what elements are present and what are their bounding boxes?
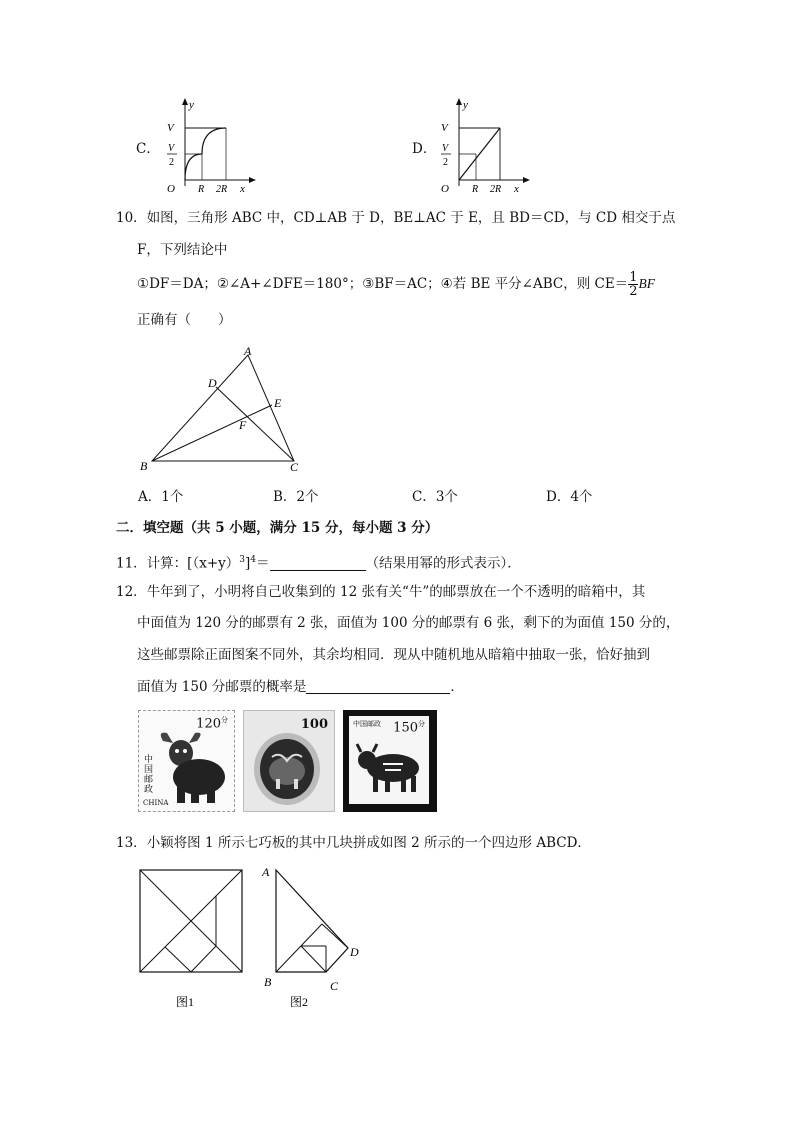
q10-option-d: D．4个 bbox=[546, 489, 593, 505]
stamp-100-value: 100 bbox=[300, 717, 328, 732]
c-v-label: V bbox=[167, 122, 174, 134]
q10-frac-den: 2 bbox=[629, 284, 638, 299]
stamp-150-value: $150^分$ bbox=[393, 720, 425, 736]
q10-stem-line2: F，下列结论中 bbox=[137, 242, 228, 258]
fig2-label-D: D bbox=[350, 945, 359, 959]
c-vhalf-den: 2 bbox=[169, 157, 174, 168]
c-tick-r: R bbox=[198, 184, 205, 195]
q11-bracket: ] bbox=[245, 555, 251, 572]
ox-oval-illustration bbox=[250, 727, 324, 807]
q13-number: 13． bbox=[116, 835, 147, 851]
q11-answer-blank[interactable] bbox=[270, 554, 366, 571]
ox-papercut-illustration bbox=[353, 738, 427, 798]
q10-number: 10． bbox=[116, 210, 147, 226]
q11-note: （结果用幂的形式表示）． bbox=[365, 555, 521, 572]
q11-expr: 计算：[（x+y） bbox=[146, 555, 240, 572]
q12-line3: 这些邮票除正面图案不同外，其余均相同．现从中随机地从暗箱中抽取一张，恰好抽到 bbox=[137, 647, 650, 663]
option-d-label: D． bbox=[412, 141, 437, 157]
q12-line4-end: ． bbox=[450, 679, 464, 695]
q10-triangle-figure bbox=[138, 343, 306, 473]
fig2-caption: 图2 bbox=[290, 995, 309, 1009]
c-tick-2r: 2R bbox=[216, 184, 228, 195]
q10-conclusions-end: BF bbox=[638, 276, 655, 291]
label-D: D bbox=[208, 376, 217, 390]
ox-illustration bbox=[153, 727, 229, 807]
label-E: E bbox=[274, 396, 282, 410]
q10-conclusions-text: ①DF＝DA；②∠A+∠DFE＝180°；③BF＝AC；④若 BE 平分∠ABC，则 CE＝ bbox=[137, 276, 629, 292]
q12-answer-blank[interactable] bbox=[306, 677, 450, 694]
q12-line1 bbox=[116, 582, 645, 602]
fig2-label-A: A bbox=[262, 865, 270, 879]
q10-stem-line1 bbox=[116, 208, 675, 228]
q10-frac-num: 1 bbox=[629, 270, 638, 285]
q10-option-a: A．1个 bbox=[138, 489, 184, 505]
q10-question: 正确有（ ） bbox=[137, 312, 232, 328]
q13-text: 小颖将图 1 所示七巧板的其中几块拼成如图 2 所示的一个四边形 ABCD． bbox=[146, 835, 591, 851]
label-F: F bbox=[239, 418, 247, 432]
fig1-caption: 图1 bbox=[176, 995, 195, 1009]
label-B: B bbox=[140, 459, 148, 473]
q11-exp1: 3 bbox=[239, 555, 245, 565]
stamp-120-country: 中国邮政 bbox=[144, 755, 154, 795]
q11-eq: ＝ bbox=[256, 555, 270, 572]
q11 bbox=[116, 550, 521, 574]
stamp-120-latin: CHINA bbox=[143, 799, 169, 807]
q12-line1-text: 牛年到了，小明将自己收集到的 12 张有关“牛”的邮票放在一个不透明的暗箱中，其 bbox=[146, 584, 646, 600]
q12-line2: 中面值为 120 分的邮票有 2 张，面值为 100 分的邮票有 6 张，剩下的为面值 150 分的， bbox=[137, 615, 680, 631]
d-v-label: V bbox=[441, 122, 448, 134]
q12-number: 12． bbox=[116, 584, 147, 600]
stamp-100 bbox=[243, 710, 335, 812]
fig2-label-C: C bbox=[330, 979, 339, 993]
stamp-150-country: 中国邮政 bbox=[353, 720, 381, 728]
stamp-120 bbox=[138, 710, 235, 812]
q10-option-c: C．3个 bbox=[412, 489, 458, 505]
q11-number: 11． bbox=[116, 555, 147, 572]
stamp-150 bbox=[343, 710, 437, 812]
option-d-graph bbox=[432, 96, 532, 196]
section2-heading: 二．填空题（共 5 小题，满分 15 分，每小题 3 分） bbox=[116, 520, 439, 536]
q11-exp2: 4 bbox=[250, 555, 257, 565]
label-A: A bbox=[244, 344, 252, 358]
d-origin: O bbox=[441, 183, 449, 195]
tangram-figure-1 bbox=[136, 866, 248, 1014]
q10-option-b: B．2个 bbox=[273, 489, 319, 505]
q10-stem-text1: 如图，三角形 ABC 中，CD⊥AB 于 D，BE⊥AC 于 E，且 BD＝CD，与 CD 相交于点 bbox=[146, 210, 676, 226]
c-origin: O bbox=[167, 183, 175, 195]
q12-line4-text: 面值为 150 分邮票的概率是 bbox=[137, 679, 307, 695]
c-axis-y: y bbox=[189, 99, 194, 111]
q10-conclusions bbox=[137, 271, 655, 298]
option-c-label: C． bbox=[136, 141, 160, 157]
stamp-120-value: $120^分$ bbox=[196, 716, 228, 732]
d-tick-r: R bbox=[472, 184, 479, 195]
d-tick-2r: 2R bbox=[490, 184, 502, 195]
q12-line4 bbox=[137, 677, 464, 697]
tangram-figure-2 bbox=[256, 862, 364, 1014]
stamp-150-face bbox=[349, 716, 429, 804]
d-vhalf-num: V bbox=[442, 143, 449, 154]
fig2-label-B: B bbox=[264, 975, 272, 989]
option-c-graph bbox=[158, 96, 258, 196]
q10-fraction bbox=[628, 271, 638, 298]
c-vhalf-num: V bbox=[168, 143, 175, 154]
q13 bbox=[116, 833, 591, 853]
d-vhalf-den: 2 bbox=[443, 157, 448, 168]
c-axis-x: x bbox=[240, 183, 245, 195]
d-axis-x: x bbox=[514, 183, 519, 195]
label-C: C bbox=[290, 460, 299, 473]
d-axis-y: y bbox=[463, 99, 468, 111]
